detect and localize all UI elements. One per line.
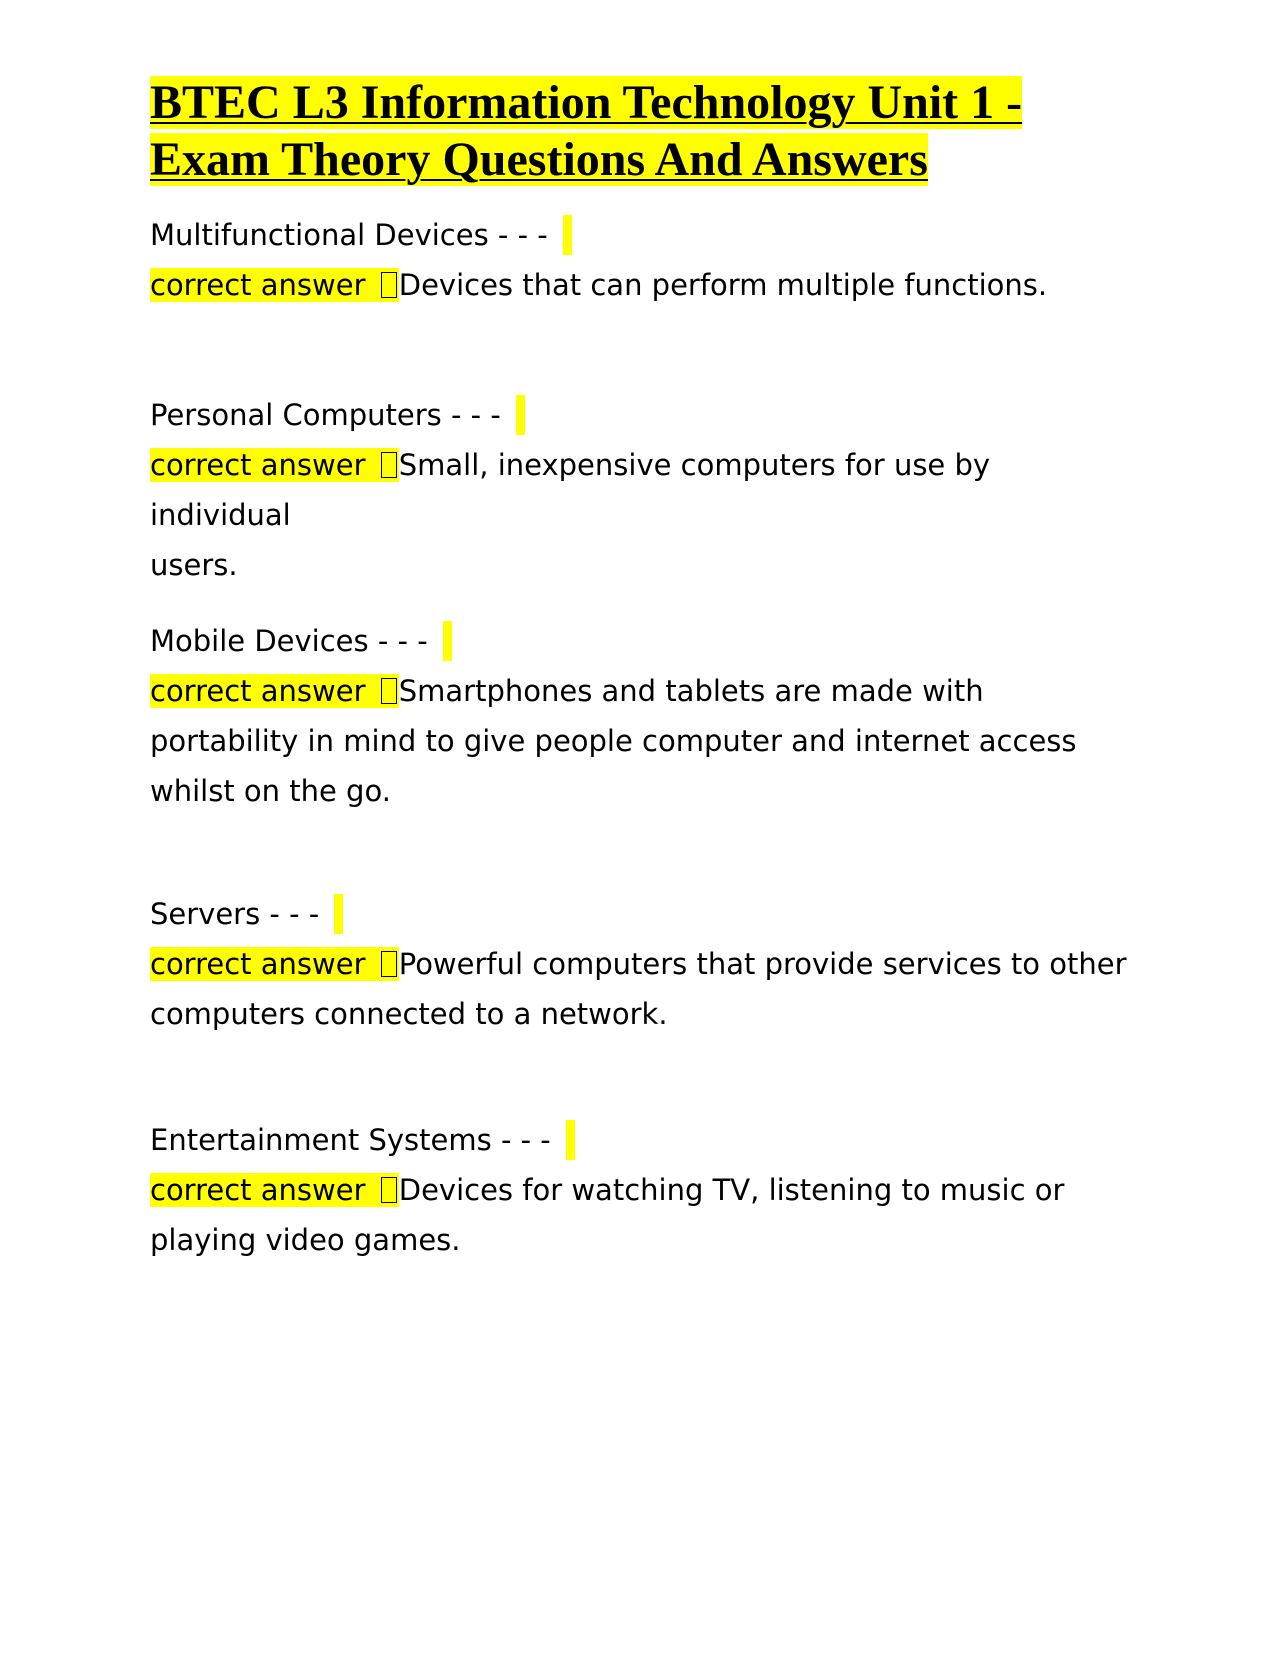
- answer-continuation: whilst on the go.: [150, 774, 391, 808]
- term-text: Entertainment Systems - - -: [150, 1123, 560, 1157]
- answer-line: [150, 1165, 1130, 1215]
- answer-line: [150, 260, 1130, 310]
- answer-text: Devices for watching TV, listening to music or: [398, 1173, 1065, 1207]
- answer-prefix: [150, 674, 399, 708]
- answer-prefix: [150, 947, 399, 981]
- answer-text: Smartphones and tablets are made with: [398, 674, 984, 708]
- qa-entry: [150, 889, 1130, 1039]
- qa-entry: [150, 390, 1130, 590]
- answer-prefix-text: correct answer: [150, 1173, 375, 1207]
- missing-glyph-icon: [381, 452, 397, 478]
- answer-prefix: [150, 448, 399, 482]
- answer-text: Devices that can perform multiple functions.: [398, 268, 1048, 302]
- missing-glyph-icon: [381, 272, 397, 298]
- answer-prefix-text: correct answer: [150, 674, 375, 708]
- missing-glyph-icon: [381, 1177, 397, 1203]
- answer-prefix: [150, 1173, 399, 1207]
- answer-continuation: users.: [150, 548, 238, 582]
- missing-glyph-icon: [381, 951, 397, 977]
- term-line: [150, 210, 1130, 260]
- qa-entry: [150, 1115, 1130, 1265]
- highlight-marker: [516, 395, 525, 435]
- document-page: [150, 74, 1130, 188]
- answer-text: Small, inexpensive computers for use by individual: [150, 448, 991, 532]
- term-text: Personal Computers - - -: [150, 398, 511, 432]
- answer-continuation: computers connected to a network.: [150, 997, 668, 1031]
- answer-line: [150, 666, 1130, 716]
- answer-prefix: [150, 268, 399, 302]
- title-line-2: Exam Theory Questions And Answers: [150, 133, 928, 186]
- document-title: [150, 74, 1130, 188]
- answer-continuation: portability in mind to give people computer and internet access: [150, 724, 1077, 758]
- answer-prefix-text: correct answer: [150, 947, 375, 981]
- term-text: Servers - - -: [150, 897, 329, 931]
- answer-text: Powerful computers that provide services to other: [398, 947, 1127, 981]
- term-text: Mobile Devices - - -: [150, 624, 437, 658]
- term-text: Multifunctional Devices - - -: [150, 218, 557, 252]
- term-line: [150, 889, 1130, 939]
- answer-line: [150, 939, 1130, 989]
- title-line-1: BTEC L3 Information Technology Unit 1 -: [150, 76, 1023, 129]
- highlight-marker: [334, 894, 343, 934]
- answer-continuation: playing video games.: [150, 1223, 461, 1257]
- highlight-marker: [566, 1120, 575, 1160]
- highlight-marker: [563, 215, 572, 255]
- term-line: [150, 616, 1130, 666]
- term-line: [150, 390, 1130, 440]
- answer-prefix-text: correct answer: [150, 268, 375, 302]
- qa-entry: [150, 210, 1130, 310]
- missing-glyph-icon: [381, 678, 397, 704]
- answer-line: [150, 440, 1130, 540]
- term-line: [150, 1115, 1130, 1165]
- highlight-marker: [443, 621, 452, 661]
- qa-entry: [150, 616, 1130, 816]
- answer-prefix-text: correct answer: [150, 448, 375, 482]
